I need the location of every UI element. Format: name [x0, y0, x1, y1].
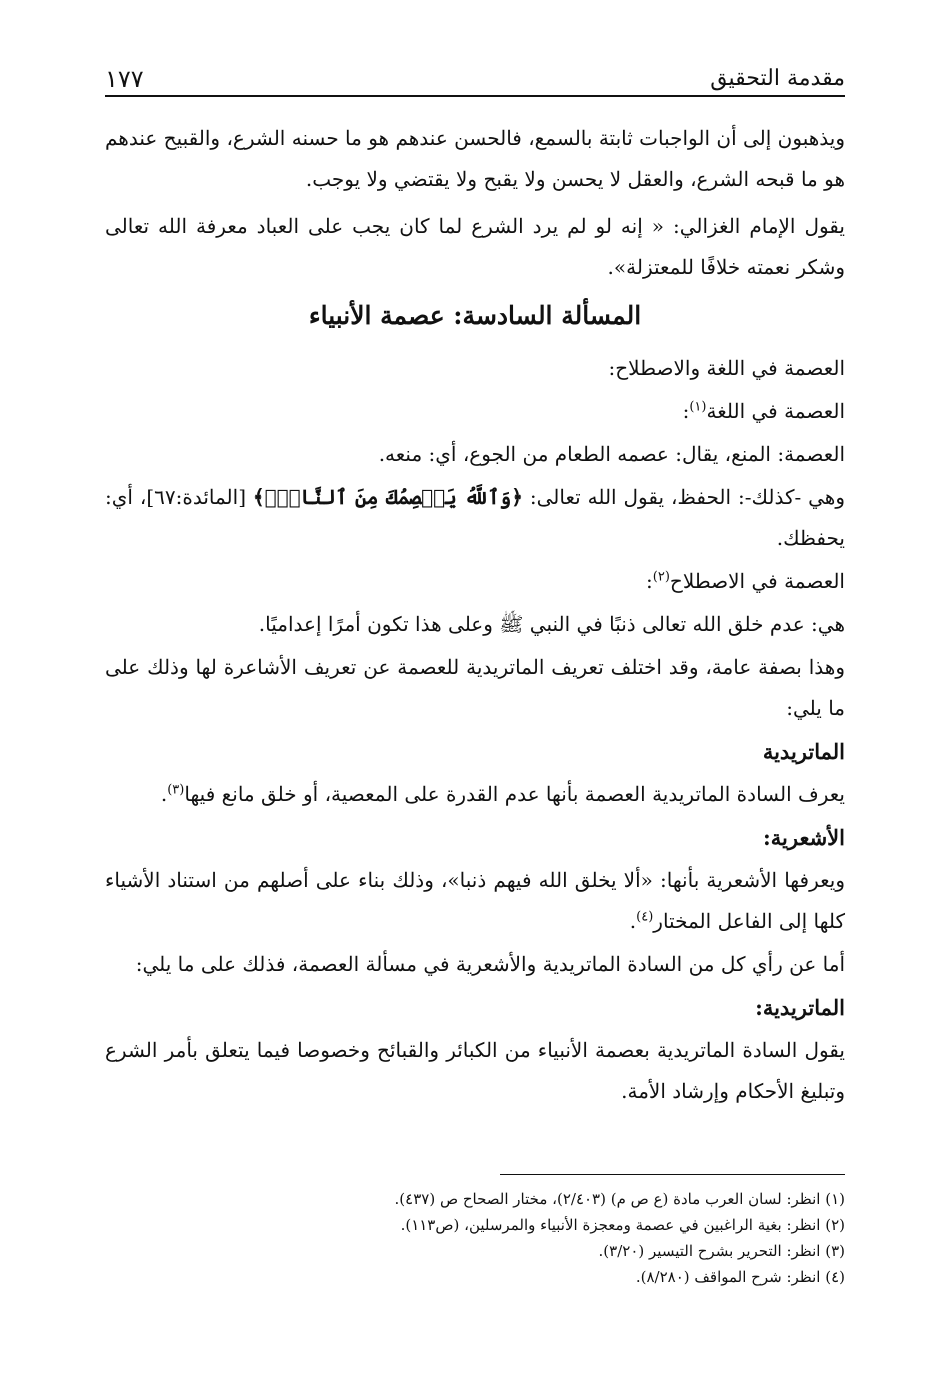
main-text [105, 118, 845, 1114]
page-header [105, 58, 845, 94]
paragraph: يقول الإمام الغزالي: « إنه لو لم يرد الشرع لما كان يجب على العباد معرفة الله تعالى وشكر نعمته خلافًا للمعتزلة». [105, 214, 845, 279]
footnote-rule [500, 1174, 845, 1175]
page-number: ١٧٧ [105, 65, 144, 93]
quran-verse: ﴿وَٱللَّهُ يَعۡصِمُكَ مِنَ ٱلنَّاسِۗ﴾ [252, 485, 523, 509]
punctuation: . [629, 909, 637, 933]
paragraph-text: وهي -كذلك-: الحفظ، يقول الله تعالى: [522, 485, 846, 509]
footnote-ref[interactable]: (٢) [652, 569, 670, 585]
footnote-ref[interactable]: (٤) [636, 909, 654, 925]
footnotes [105, 1186, 845, 1290]
paragraph: هي: عدم خلق الله تعالى ذنبًا في النبي ﷺ وعلى هذا تكون أمرًا إعداميًا. [258, 612, 845, 636]
paragraph: وهذا بصفة عامة، وقد اختلف تعريف الماتريدية للعصمة عن تعريف الأشاعرة لها وذلك على ما يلي: [105, 655, 845, 720]
paragraph: العصمة: المنع، يقال: عصمه الطعام من الجوع، أي: منعه. [378, 442, 845, 466]
header-rule [105, 95, 845, 97]
subheading: الماتريدية [762, 739, 845, 764]
paragraph [105, 391, 845, 432]
section-title: المسألة السادسة: عصمة الأنبياء [308, 301, 642, 330]
punctuation: . [160, 782, 168, 806]
book-page [105, 0, 845, 1391]
punctuation: : [646, 569, 653, 593]
footnote: (٤) انظر: شرح المواقف (٨/٢٨٠). [635, 1268, 845, 1286]
punctuation: : [682, 399, 690, 423]
footnote: (٢) انظر: بغية الراغبين في عصمة ومعجزة الأنبياء والمرسلين، (ص١١٣). [400, 1216, 845, 1234]
paragraph-text: العصمة في الاصطلاح [669, 569, 845, 593]
paragraph-text: ويعرفها الأشعرية بأنها: «ألا يخلق الله فيهم ذنبا»، وذلك بناء على أصلهم من استناد الأشياء كلها إلى الفاعل المختار [105, 868, 845, 933]
paragraph: العصمة في اللغة والاصطلاح: [608, 356, 845, 380]
paragraph-text: يعرف السادة الماتريدية العصمة بأنها عدم القدرة على المعصية، أو خلق مانع فيها [184, 782, 845, 806]
paragraph: أما عن رأي كل من السادة الماتريدية والأشعرية في مسألة العصمة، فذلك على ما يلي: [135, 952, 845, 976]
paragraph [105, 561, 845, 602]
paragraph [105, 477, 845, 559]
paragraph-text: العصمة في اللغة [706, 399, 845, 423]
footnote-ref[interactable]: (٣) [167, 782, 185, 798]
paragraph: يقول السادة الماتريدية بعصمة الأنبياء من الكبائر والقبائح وخصوصا فيما يتعلق بأمر الشرع وتبليغ الأحكام وإرشاد الأمة. [105, 1038, 845, 1103]
running-title: مقدمة التحقيق [710, 66, 845, 91]
subheading: الماتريدية: [755, 995, 845, 1020]
paragraph [105, 774, 845, 815]
footnote: (٣) انظر: التحرير بشرح التيسير (٣/٢٠). [598, 1242, 845, 1260]
footnote: (١) انظر: لسان العرب مادة (ع ص م) (٢/٤٠٣)، مختار الصحاح ص (٤٣٧). [394, 1190, 845, 1208]
paragraph: ويذهبون إلى أن الواجبات ثابتة بالسمع، فالحسن عندهم هو ما حسنه الشرع، والقبيح عندهم هو ما قبحه الشرع، والعقل لا يحسن ولا يقبح ولا يقتضي ولا يوجب. [105, 126, 845, 191]
footnote-ref[interactable]: (١) [689, 399, 707, 415]
paragraph [105, 860, 845, 942]
subheading: الأشعرية: [763, 825, 845, 850]
verse-citation: [المائدة:٦٧]، أي: يحفظك. [105, 485, 845, 550]
